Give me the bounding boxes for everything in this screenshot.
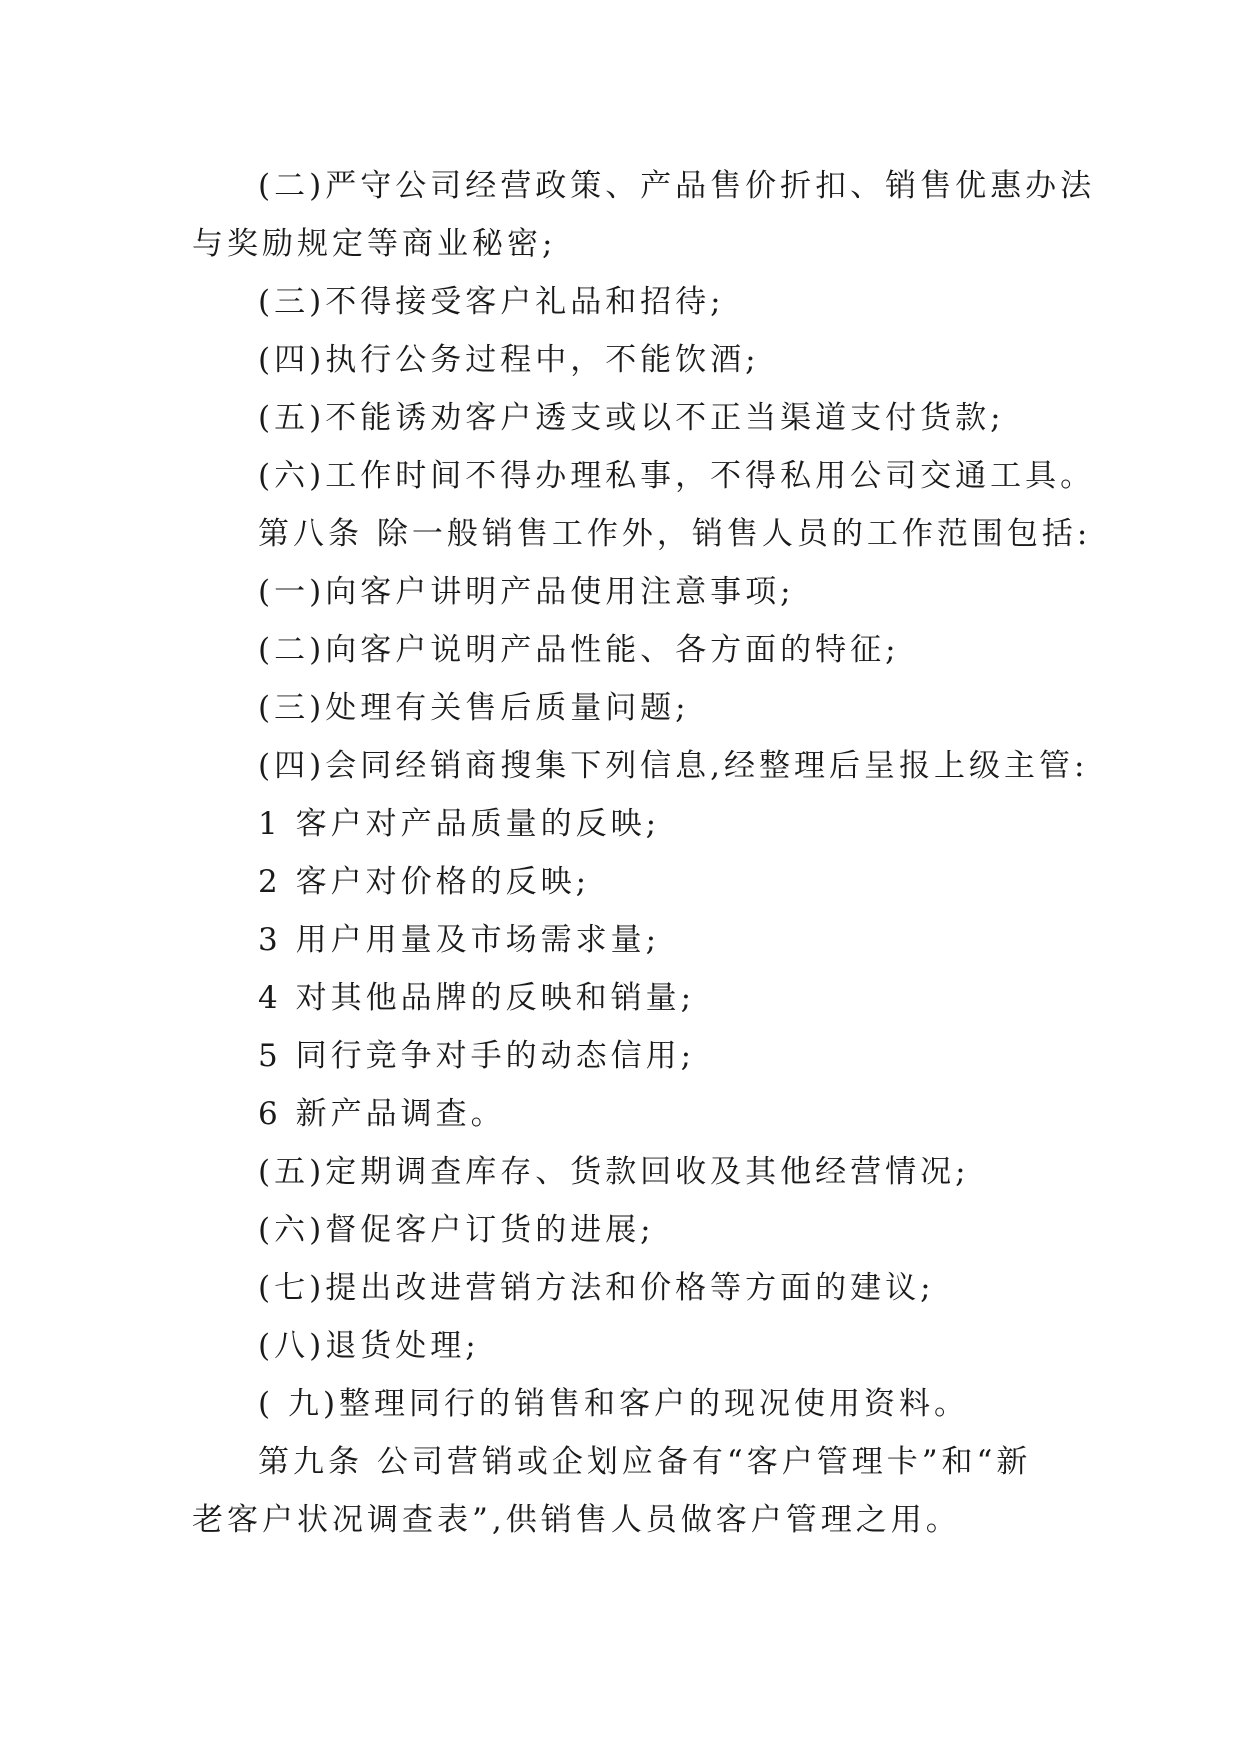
list-item: 5 同行竞争对手的动态信用; (258, 1038, 696, 1074)
paragraph-line: (七)提出改进营销方法和价格等方面的建议; (258, 1270, 935, 1306)
paragraph-line: (二)向客户说明产品性能、各方面的特征; (258, 632, 900, 668)
paragraph-line: 与奖励规定等商业秘密; (192, 226, 557, 262)
paragraph-line: (四)会同经销商搜集下列信息,经整理后呈报上级主管: (258, 748, 1089, 784)
list-item: 2 客户对价格的反映; (258, 864, 591, 900)
paragraph-line: (一)向客户讲明产品使用注意事项; (258, 574, 795, 610)
paragraph-line: (六)工作时间不得办理私事，不得私用公司交通工具。 (258, 458, 1096, 494)
paragraph-line: (五)定期调查库存、货款回收及其他经营情况; (258, 1154, 970, 1190)
paragraph-line: (四)执行公务过程中，不能饮酒; (258, 342, 760, 378)
list-item: 1 客户对产品质量的反映; (258, 806, 661, 842)
paragraph-line: ( 九)整理同行的销售和客户的现况使用资料。 (258, 1386, 970, 1422)
paragraph-line: 老客户状况调查表”,供销售人员做客户管理之用。 (192, 1502, 961, 1538)
article-heading-line: 第九条 公司营销或企划应备有“客户管理卡”和“新 (258, 1444, 1032, 1480)
paragraph-line: (二)严守公司经营政策、产品售价折扣、销售优惠办法 (258, 168, 1096, 204)
paragraph-line: (五)不能诱劝客户透支或以不正当渠道支付货款; (258, 400, 1005, 436)
paragraph-line: (八)退货处理; (258, 1328, 480, 1364)
list-item: 3 用户用量及市场需求量; (258, 922, 661, 958)
paragraph-line: (三)不得接受客户礼品和招待; (258, 284, 725, 320)
list-item: 4 对其他品牌的反映和销量; (258, 980, 696, 1016)
list-item: 6 新产品调查。 (258, 1096, 506, 1132)
paragraph-line: (三)处理有关售后质量问题; (258, 690, 690, 726)
article-heading-line: 第八条 除一般销售工作外，销售人员的工作范围包括: (258, 516, 1092, 552)
paragraph-line: (六)督促客户订货的进展; (258, 1212, 655, 1248)
